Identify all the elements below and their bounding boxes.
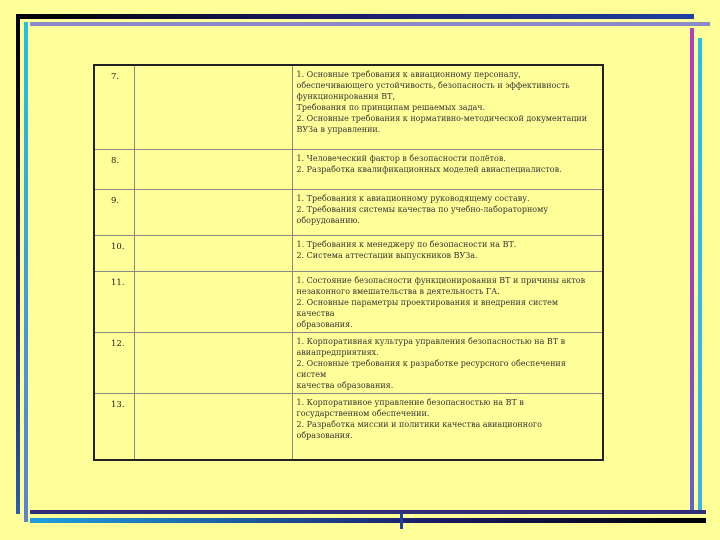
table-row	[94, 189, 603, 235]
row-topics: 1. Требования к авиационному руководящему составу. 2. Требования системы качества по учебно-лабораторному оборудованию.	[292, 189, 603, 235]
row-topics: 1. Корпоративная культура управления безопасностью на ВТ в авиапредприятиях. 2. Основные требования к разработке ресурсного обеспечения систем качества образования.	[292, 332, 603, 393]
row-topics: 1. Человеческий фактор в безопасности полётов. 2. Разработка квалификационных моделей авиаспециалистов.	[292, 149, 603, 189]
right-border-bar-secondary	[698, 38, 702, 514]
row-topics: 1. Основные требования к авиационному персоналу, обеспечивающего устойчивость, безопасность и эффективность функционирования ВТ, Требования по принципам решаемых задач. 2. Основные требования к нормативно-методической документации ВУЗа в управлении.	[292, 65, 603, 149]
table-row	[94, 65, 603, 149]
row-number: 11.	[94, 271, 134, 332]
left-border-bar	[16, 14, 20, 514]
topics-table	[93, 64, 604, 461]
table-row	[94, 271, 603, 332]
row-number: 9.	[94, 189, 134, 235]
left-border-bar-secondary	[24, 22, 28, 522]
bottom-border-bar	[30, 510, 706, 514]
table-row	[94, 332, 603, 393]
row-number: 12.	[94, 332, 134, 393]
row-topics: 1. Состояние безопасности функционирования ВТ и причины актов незаконного вмешательства в деятельность ГА. 2. Основные параметры проектирования и внедрения систем качества образования.	[292, 271, 603, 332]
table-row	[94, 393, 603, 460]
empty-cell	[134, 332, 292, 393]
bottom-border-tick	[400, 513, 403, 529]
right-border-bar	[690, 28, 694, 514]
empty-cell	[134, 393, 292, 460]
top-border-bar	[18, 14, 694, 19]
table-row	[94, 149, 603, 189]
empty-cell	[134, 271, 292, 332]
empty-cell	[134, 149, 292, 189]
row-number: 13.	[94, 393, 134, 460]
empty-cell	[134, 65, 292, 149]
bottom-border-bar-secondary	[30, 518, 706, 523]
empty-cell	[134, 235, 292, 271]
row-topics: 1. Корпоративное управление безопасностью на ВТ в государственном обеспечении. 2. Разработка миссии и политики качества авиационного образования.	[292, 393, 603, 460]
top-border-bar-secondary	[30, 22, 710, 26]
table-row	[94, 235, 603, 271]
row-topics: 1. Требования к менеджеру по безопасности на ВТ. 2. Система аттестации выпускников ВУЗа.	[292, 235, 603, 271]
row-number: 10.	[94, 235, 134, 271]
row-number: 7.	[94, 65, 134, 149]
row-number: 8.	[94, 149, 134, 189]
empty-cell	[134, 189, 292, 235]
